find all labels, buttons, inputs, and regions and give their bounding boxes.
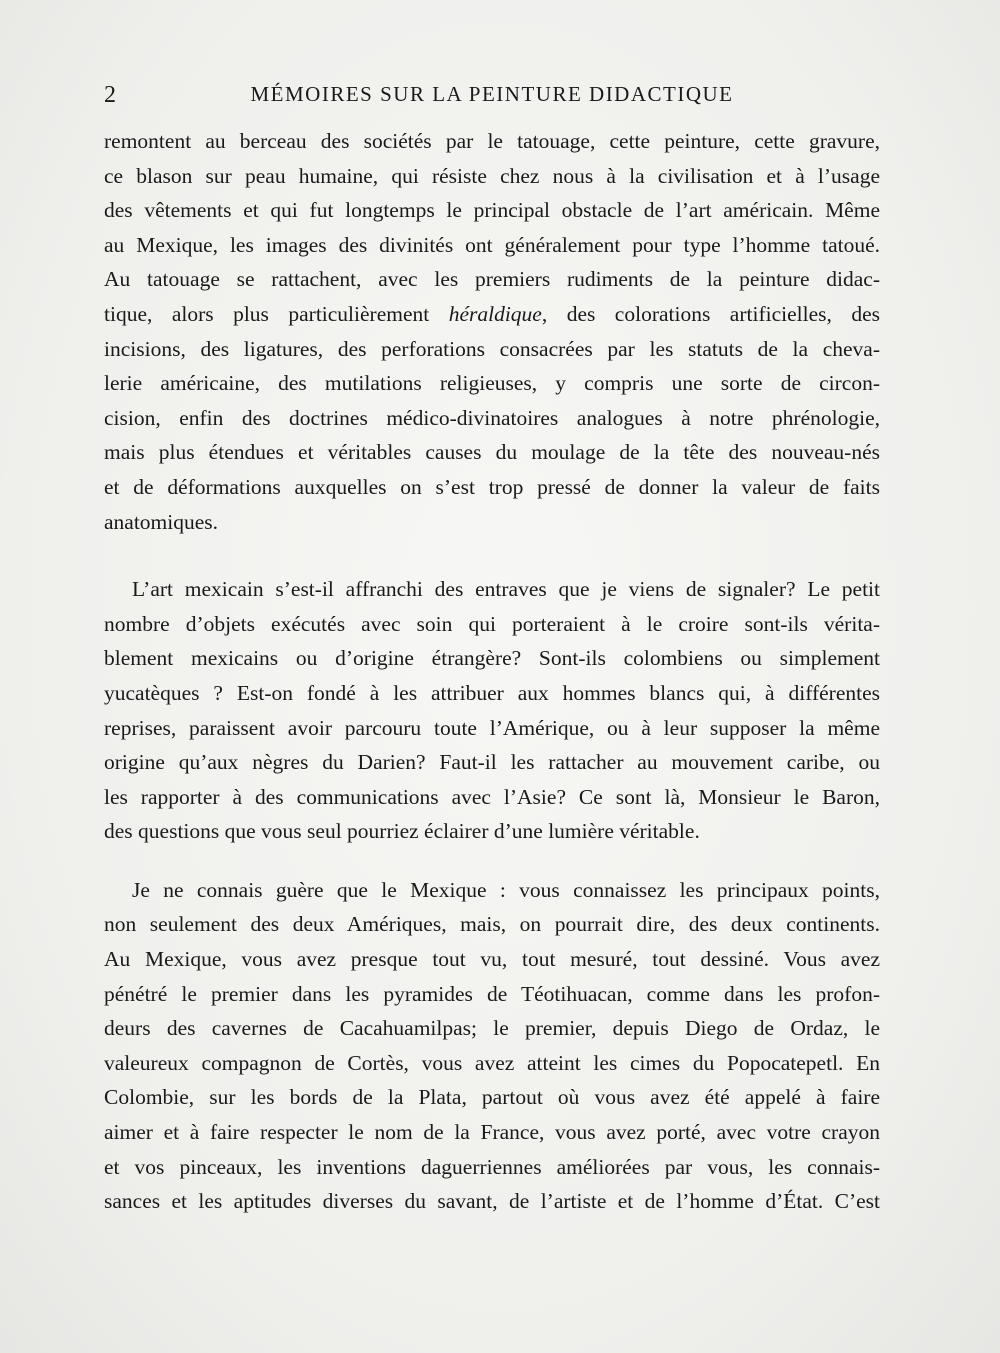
text-line: origine qu’aux nègres du Darien? Faut-il les rattacher au mouvement caribe, ou — [104, 750, 880, 775]
text-line: lerie américaine, des mutilations religieuses, y compris une sorte de circon- — [104, 371, 880, 396]
text-line: nombre d’objets exécutés avec soin qui porteraient à le croire sont-ils vérita- — [104, 611, 880, 636]
paragraph-gap — [104, 849, 880, 873]
text-line: aimer et à faire respecter le nom de la France, vous avez porté, avec votre crayon — [104, 1120, 880, 1145]
text-line: valeureux compagnon de Cortès, vous avez atteint les cimes du Popocatepetl. En — [104, 1050, 880, 1075]
text-line: au Mexique, les images des divinités ont généralement pour type l’homme tatoué. — [104, 232, 880, 257]
text-line: yucatèques ? Est-on fondé à les attribuer aux hommes blancs qui, à différentes — [104, 680, 880, 705]
text-line: et de déformations auxquelles on s’est trop pressé de donner la valeur de faits — [104, 474, 880, 499]
text-line: sances et les aptitudes diverses du savant, de l’artiste et de l’homme d’État. C’est — [104, 1189, 880, 1214]
text-line: non seulement des deux Amériques, mais, on pourrait dire, des deux continents. — [104, 912, 880, 937]
text-line: blement mexicains ou d’origine étrangère? Sont-ils colombiens ou simplement — [104, 646, 880, 671]
paragraph-1 — [104, 124, 880, 539]
paragraph-2 — [104, 572, 880, 849]
text-line: L’art mexicain s’est-il affranchi des entraves que je viens de signaler? Le petit — [132, 577, 880, 602]
running-title: MÉMOIRES SUR LA PEINTURE DIDACTIQUE — [250, 82, 734, 106]
text-line: reprises, paraissent avoir parcouru toute l’Amérique, ou à leur supposer la même — [104, 715, 880, 740]
text-line: mais plus étendues et véritables causes du moulage de la tête des nouveau-nés — [104, 440, 880, 465]
page-header — [104, 82, 880, 112]
text-line: pénétré le premier dans les pyramides de Téotihuacan, comme dans les profon- — [104, 981, 880, 1006]
text-line: Au Mexique, vous avez presque tout vu, tout mesuré, tout dessiné. Vous avez — [104, 947, 880, 972]
body-text — [104, 124, 880, 1219]
text-line: Au tatouage se rattachent, avec les premiers rudiments de la peinture didac- — [104, 267, 880, 292]
text-line: remontent au berceau des sociétés par le tatouage, cette peinture, cette gravure, — [104, 129, 880, 153]
text-line: et vos pinceaux, les inventions daguerriennes améliorées par vous, les connais- — [104, 1154, 880, 1179]
text-line: des questions que vous seul pourriez éclairer d’une lumière véritable. — [104, 819, 700, 844]
paragraph-gap — [104, 539, 880, 572]
text-line: les rapporter à des communications avec l’Asie? Ce sont là, Monsieur le Baron, — [104, 784, 880, 809]
text-line: cision, enfin des doctrines médico-divinatoires analogues à notre phrénologie, — [104, 405, 880, 430]
page-number: 2 — [104, 82, 116, 108]
text-line: deurs des cavernes de Cacahuamilpas; le premier, depuis Diego de Ordaz, le — [104, 1016, 880, 1041]
text-line: Je ne connais guère que le Mexique : vous connaissez les principaux points, — [132, 877, 880, 902]
text-line: ce blason sur peau humaine, qui résiste chez nous à la civilisation et à l’usage — [104, 163, 880, 188]
text-line: des vêtements et qui fut longtemps le principal obstacle de l’art américain. Même — [104, 198, 880, 223]
text-line: incisions, des ligatures, des perforations consacrées par les statuts de la cheva- — [104, 336, 880, 361]
paragraph-3 — [104, 873, 880, 1219]
text-line: Colombie, sur les bords de la Plata, partout où vous avez été appelé à faire — [104, 1085, 880, 1110]
text-line: tique, alors plus particulièrement héraldique, des colorations artificielles, des — [104, 301, 880, 326]
text-line: anatomiques. — [104, 509, 219, 534]
